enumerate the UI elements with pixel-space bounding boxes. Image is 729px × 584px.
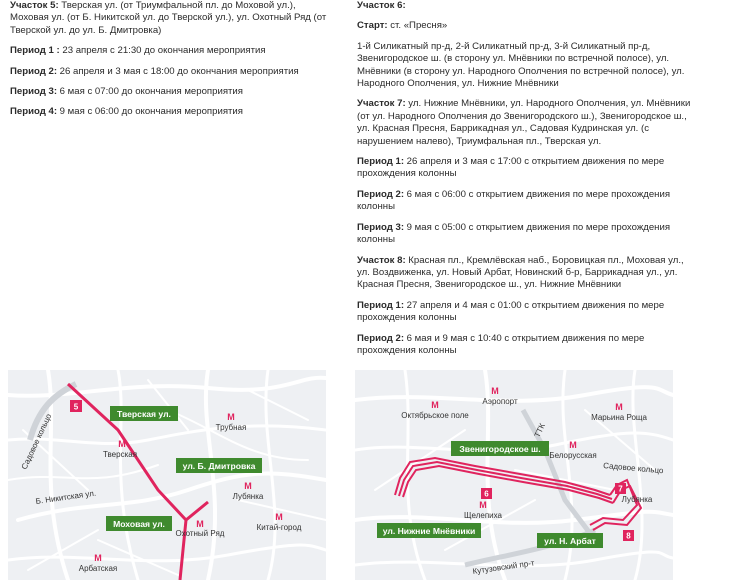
left-column <box>10 0 332 119</box>
metro-icon: М <box>615 402 623 412</box>
period-label: Период 2: <box>357 188 405 200</box>
period-text: 6 мая и 9 мая с 10:40 с открытием движения по мере прохождения колонны <box>357 332 645 356</box>
period-1 <box>10 45 332 57</box>
sadovoe-label: Садовое кольцо <box>19 412 54 471</box>
period-text: 27 апреля и 4 мая с 01:00 с открытием движения по мере прохождения колонны <box>357 299 665 324</box>
period-8-2 <box>357 333 697 358</box>
start-label: Старт: <box>357 20 388 32</box>
metro-icon: М <box>118 439 126 449</box>
period-7-1 <box>357 156 697 181</box>
section-5-number: 5 <box>73 402 79 412</box>
section-6-number: 6 <box>484 489 489 499</box>
metro-icon: М <box>569 440 577 450</box>
section-8-label: Участок 8: <box>357 254 406 266</box>
section-5-text: Тверская ул. (от Триумфальной пл. до Моховой ул.), Моховая ул. (от Б. Никитской ул. до Тверской ул.), ул. Охотный Ряд (от Тверской ул. до ул. Б. Дмитровка) <box>10 0 327 36</box>
period-text: 6 мая с 07:00 до окончания мероприятия <box>57 86 243 98</box>
label-tverskaya-ul-text: Тверская ул. <box>117 409 171 419</box>
aeroport-label: Аэропорт <box>482 397 518 406</box>
section-7-number: 7 <box>618 484 623 494</box>
period-text: 6 мая с 06:00 с открытием движения по мере прохождения колонны <box>357 188 671 213</box>
section-8-paragraph <box>357 255 697 292</box>
period-label: Период 1: <box>357 156 405 168</box>
section-6-label: Участок 6: <box>357 0 406 11</box>
metro-icon: М <box>431 400 439 410</box>
period-text: 26 апреля и 3 мая с 17:00 с открытием движения по мере прохождения колонны <box>357 156 665 180</box>
label-mokhovaya-text: Моховая ул. <box>113 519 165 529</box>
start-paragraph <box>357 20 697 32</box>
tverskaya-metro-label: Тверская <box>102 450 138 459</box>
lubyanka-label: Лубянка <box>621 495 653 504</box>
metro-icon: М <box>275 512 283 522</box>
period-8-1 <box>357 300 697 325</box>
okhotny-ryad-label: Охотный Ряд <box>175 529 225 538</box>
metro-icon: М <box>244 481 252 491</box>
period-label: Период 1 : <box>10 45 60 57</box>
period-3 <box>10 86 332 98</box>
ttk-label: ТТК <box>532 421 547 439</box>
sadovoe-label: Садовое кольцо <box>602 461 664 476</box>
label-n-mnevniki-text: ул. Нижние Мнёвники <box>382 526 476 536</box>
label-b-dmitrovka-text: ул. Б. Дмитровка <box>182 461 256 471</box>
label-n-arbat-text: ул. Н. Арбат <box>544 536 596 546</box>
b-nikitskaya-label: Б. Никитская ул. <box>35 488 97 506</box>
right-column <box>357 0 697 357</box>
section-8-text: Красная пл., Кремлёвская наб., Боровицкая пл., Моховая ул., ул. Воздвиженка, ул. Новый Арбат, Новинский б-р, Баррикадная ул., ул. Красная Пресня, Звенигородское ш., ул. Нижние Мнёвники <box>357 254 684 291</box>
map-5-svg <box>8 370 326 580</box>
map-sections-6-8 <box>355 370 673 580</box>
section-6-title <box>357 0 697 12</box>
period-7-2 <box>357 189 697 214</box>
period-label: Период 2: <box>357 332 405 344</box>
metro-icon: М <box>94 553 102 563</box>
shchukinskaya-label: Щелепиха <box>464 511 502 520</box>
map-section-5 <box>8 370 326 580</box>
label-zvenigorodskoe-text: Звенигородское ш. <box>459 444 541 454</box>
period-text: 9 мая с 06:00 до окончания мероприятия <box>57 106 243 118</box>
section-7-text: ул. Нижние Мнёвники, ул. Народного Ополчения, ул. Мнёвники (от ул. Народного Ополчения до Звенигородского ш.), Звенигородское ш., ул. Красная Пресня, Баррикадная ул., Садовая Кудринская ул. (с нарушением налево), Триумфальная пл., Тверская ул. <box>357 98 691 147</box>
kutuzovsky-label: Кутузовский пр-т <box>472 558 536 576</box>
section-8-number: 8 <box>626 531 631 541</box>
route-6-paragraph: 1-й Силикатный пр-д, 2-й Силикатный пр-д, 3-й Силикатный пр-д, Звенигородское ш. (в сторону ул. Мнёвники по встречной полосе), ул. Мнёвники (в сторону ул. Народного Ополчения по встречной полосе), ул. Народного Ополчения, ул. Нижние Мнёвники <box>357 40 685 90</box>
period-label: Период 2: <box>10 65 58 77</box>
period-label: Период 1: <box>357 299 405 311</box>
period-4 <box>10 106 332 118</box>
map-6-8-svg <box>355 370 673 580</box>
section-7-label: Участок 7: <box>357 98 406 110</box>
lubyanka-label: Лубянка <box>232 492 264 501</box>
section-7-paragraph <box>357 98 697 148</box>
period-7-3 <box>357 222 697 247</box>
arbatskaya-label: Арбатская <box>78 564 118 573</box>
maryina-roshcha-label: Марьина Роща <box>591 413 647 422</box>
period-label: Период 3: <box>357 221 405 233</box>
kitay-gorod-label: Китай-город <box>256 523 302 532</box>
metro-icon: М <box>196 519 204 529</box>
metro-icon: М <box>491 386 499 396</box>
period-text: 23 апреля с 21:30 до окончания мероприятия <box>59 45 266 57</box>
start-text: ст. «Пресня» <box>387 20 448 32</box>
section-5-label: Участок 5: <box>10 0 59 11</box>
period-label: Период 4: <box>10 106 58 118</box>
period-text: 26 апреля и 3 мая с 18:00 до окончания мероприятия <box>57 65 299 77</box>
metro-icon: М <box>227 412 235 422</box>
trubnaya-label: Трубная <box>215 423 247 432</box>
belorusskaya-label: Белорусская <box>549 451 597 460</box>
period-2 <box>10 66 332 78</box>
period-text: 9 мая с 05:00 с открытием движения по мере прохождения колонны <box>357 221 671 246</box>
metro-icon: М <box>479 500 487 510</box>
period-label: Период 3: <box>10 86 58 98</box>
section-5-paragraph <box>10 0 332 37</box>
oktyabrskoe-pole-label: Октябрьское поле <box>401 411 469 420</box>
